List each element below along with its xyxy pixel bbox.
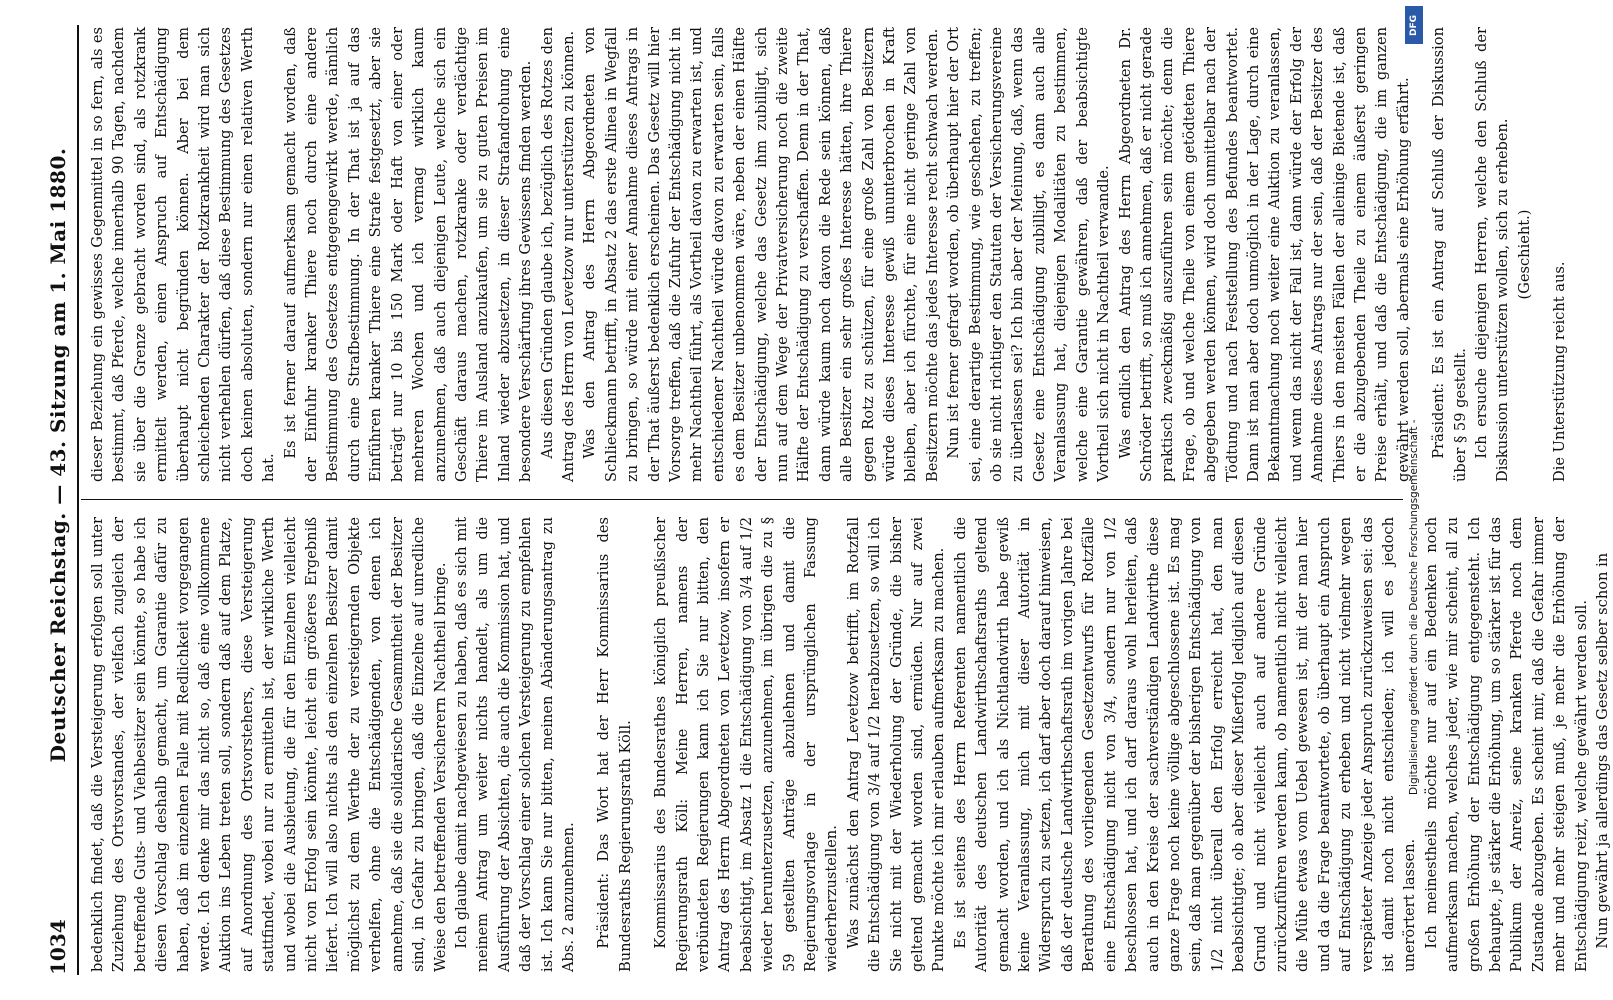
page-number: 1034	[46, 919, 70, 975]
dfg-logo: DFG	[1405, 6, 1423, 44]
paragraph: Was endlich den Antrag des Herrn Abgeordneten Dr. Schröder betrifft, so muß ich annehmen, daß er nicht gerade praktisch zweckmäßig auszuführen sein möchte; denn die Frage, ob und welche Theile von einem getödteten Thiere abgegeben werden können, wird doch unmittelbar nach der Tödtung und nach Feststellung des Befundes beantwortet. Dann ist man aber doch unmöglich in der Lage, durch eine Bekanntmachung noch weiter eine Auktion zu veranlassen, und wenn das nicht der Fall ist, dann würde der Erfolg der Annahme dieses Antrags nur der sein, daß der Besitzer des Thiers in den meisten Fällen der alleinige Bietende ist, daß er die abzugebenden Theile zu einem äußerst geringen Preise erhält, und daß die Entschädigung, die im ganzen gewährt werden soll, abermals eine Erhöhung erfährt.	[1116, 27, 1412, 482]
paragraph: bedenklich findet, daß die Versteigerung erfolgen soll unter Zuziehung des Ortsvorstandes, der vielfach zugleich der betreffende Guts- und Viehbesitzer sein könnte, so habe ich diesen Vorschlag deshalb gemacht, um Garantie dafür zu haben, daß im einzelnen Falle mit Redlichkeit vorgegangen werde. Ich denke mir das nicht so, daß eine vollkommene Auktion ins Leben treten soll, sondern daß auf dem Platze, auf Anordnung des Ortsvorstehers, diese Versteigerung stattfindet, wobei nur zu ermitteln ist, der wirkliche Werth und wobei die Ausbietung, die für den Einzelnen vielleicht nicht von Erfolg sein könnte, leicht ein größeres Ergebniß liefert. Ich will also nichts als den einzelnen Besitzer damit möglichst zu dem Werthe der zu versteigernden Objekte verhelfen, ohne die Entschädigenden, von denen ich annehme, daß sie die solidarische Gesammtheit der Besitzer sind, in Gefahr zu bringen, daß die Einzelne auf unredliche Weise den betreffenden Versicherern Nachtheil bringe.	[89, 517, 449, 972]
paragraph: Kommissarius des Bundesrathes königlich preußischer Regierungsrath Köll: Meine Herren, namens der verbündeten Regierungen kann ich Sie nur bitten, den Antrag des Herrn Abgeordneten von Levetzow, insofern er beabsichtigt, im Absatz 1 die Entschädigung von 3/4 auf 1/2 wieder herunterzusetzen, anzunehmen, im übrigen die zu § 59 gestellten Anträge abzulehnen und damit die Regierungsvorlage in der ursprünglichen Fassung wiederherzustellen.	[652, 517, 841, 972]
paragraph: Präsident: Es ist ein Antrag auf Schluß der Diskussion über § 59 gestellt.	[1430, 27, 1469, 482]
paragraph: Nun gewährt ja allerdings das Gesetz selber schon in	[1594, 552, 1612, 949]
header-rule	[77, 25, 79, 975]
paragraph: dieser Beziehung ein gewisses Gegenmittel in so fern, als es bestimmt, daß Pferde, welche innerhalb 90 Tagen, nachdem sie über die Grenze gebracht worden sind, als rotzkrank ermittelt werden, einen Anspruch auf Entschädigung überhaupt nicht begründen können. Aber bei dem schleichenden Charakter der Rotzkrankheit wird man sich nicht verhehlen dürfen, daß diese Bestimmung des Gesetzes doch keinen absoluten, sondern nur einen relativen Werth hat.	[89, 27, 278, 482]
paragraph: Aus diesen Gründen glaube ich, bezüglich des Rotzes den Antrag des Herrn von Levetzow nur unterstützen zu können.	[538, 27, 577, 482]
paragraph: Was zunächst den Antrag Levetzow betrifft, im Rotzfall die Entschädigung von 3/4 auf 1/2 herabzusetzen, so will ich Sie nicht mit der Wiederholung der Gründe, die bisher geltend gemacht worden sind, ermüden. Nur auf zwei Punkte möchte ich mir erlauben aufmerksam zu machen.	[844, 517, 948, 972]
digitization-note: Digitalisierung gefördert durch die Deutsche Forschungsgemeinschaft -	[1408, 419, 1420, 795]
paragraph: Nun ist ferner gefragt worden, ob überhaupt hier der Ort sei, eine derartige Bestimmung, wie geschehen, zu treffen; ob sie nicht richtiger den Statuten der Versicherungsvereine zu überlassen sei? Ich bin aber der Meinung, daß, wenn das Gesetz eine Entschädigung zubilligt, es dann auch alle Veranlassung hat, diejenigen Modalitäten zu bestimmen, welche eine Garantie gewähren, daß der beabsichtigte Vortheil sich nicht in Nachtheil verwandle.	[945, 27, 1113, 482]
paragraph: Es ist ferner darauf aufmerksam gemacht worden, daß der Einfuhr kranker Thiere noch durch eine andere Bestimmung des Gesetzes entgegengewirkt werde, nämlich durch eine Strafbestimmung. In der That ist ja auf das Einführen kranker Thiere eine Strafe festgesetzt, aber sie beträgt nur 10 bis 150 Mark oder Haft von einer oder mehreren Wochen und ich vermag wirklich kaum anzunehmen, daß auch diejenigen Leute, welche sich ein Geschäft daraus machen, rotzkranke oder verdächtige Thiere im Ausland anzukaufen, um sie zu guten Preisen im Inland wieder abzusetzen, in dieser Strafandrohung eine besondere Verschärfung ihres Gewissens finden werden.	[281, 27, 535, 482]
page-title: Deutscher Reichstag. — 43. Sitzung am 1. Mai 1880.	[46, 147, 70, 763]
rotated-page	[35, 0, 1612, 1000]
page-header	[41, 25, 75, 975]
paragraph: Präsident: Das Wort hat der Herr Kommissarius des Bundesraths Regierungsrath Köll.	[595, 517, 634, 972]
paragraph: Ich meinestheils möchte nur auf ein Bedenken noch aufmerksam machen, welches jeder, wie mir scheint, all zu großen Erhöhung der Entschädigung entgegensteht. Ich behaupte, je stärker die Erhöhung, um so stärker ist für das Publikum der Anreiz, seine kranken Pferde noch dem Zustande abzugeben. Es scheint mir, daß die Gefahr immer mehr und mehr steigen muß, je mehr die Erhöhung der Entschädigung reizt, welche gewährt werden soll.	[1422, 517, 1590, 972]
paragraph: Die Unterstützung reicht aus.	[1551, 261, 1569, 482]
paragraph: Was den Antrag des Herrn Abgeordneten von Schlieckmann betrifft, in Absatz 2 das erste Alinea in Wegfall zu bringen, so würde mit einer Annahme dieses Antrags in der That äußerst bedenklich erscheinen. Das Gesetz will hier Vorsorge treffen, daß die Zufuhr der Entschädigung nicht in mehr Nachtheil führt, als Vortheil davon zu erwarten ist, und entschiedener Nachtheil würde davon zu erwarten sein, falls es dem Besitzer unbenommen wäre, neben der einen Hälfte der Entschädigung, welche das Gesetz ihm zubilligt, sich nun auf dem Wege der Privatversicherung noch die zweite Hälfte der Entschädigung zu verschaffen. Denn in der That, dann würde kaum noch davon die Rede sein können, daß alle Besitzer ein sehr großes Interesse hätten, ihre Thiere gegen Rotz zu schützen, für eine große Zahl von Besitzern würde dieses Interesse gewiß ununterbrochen in Kraft bleiben, aber ich fürchte, für eine nicht geringe Zahl von Besitzern möchte das jedes Interesse recht schwach werden.	[581, 27, 941, 482]
paragraph: Ich glaube damit nachgewiesen zu haben, daß es sich mit meinem Antrag um weiter nichts handelt, als um die Ausführung der Absichten, die auch die Kommission hat, und daß der Vorschlag einer solchen Versteigerung zu empfehlen ist. Ich kann Sie nur bitten, meinen Abänderungsantrag zu Abs. 2 anzunehmen.	[452, 517, 577, 972]
paragraph: (Geschieht.)	[1515, 209, 1533, 300]
right-column	[87, 27, 1569, 482]
paragraph: Ich ersuche diejenigen Herren, welche den Schluß der Diskussion unterstützen wollen, sich zu erheben.	[1473, 27, 1512, 482]
paragraph: Es ist seitens des Herrn Referenten namentlich die Autorität des deutschen Landwirthschaftsraths geltend gemacht worden, und ich als Nichtlandwirth habe gewiß keine Veranlassung, mich mit dieser Autorität in Widerspruch zu setzen, ich darf aber doch darauf hinweisen, daß der deutsche Landwirthschaftsrath im vorigen Jahre bei Berathung des vorliegenden Gesetzentwurfs für Rotzfälle eine Entschädigung nicht von 3/4, sondern nur von 1/2 beschlossen hat, und ich darf daraus wohl herleiten, daß auch in den Kreise der sachverständigen Landwirthe diese ganze Frage noch keine völlige abgeschlossene ist. Es mag sein, daß man gegenüber der bisherigen Entschädigung von 1/2 nicht überall den Erfolg erreicht hat, den man beabsichtigte; ob aber dieser Mißerfolg lediglich auf diesen Grund und nicht vielleicht auch auf andere Gründe zurückzuführen werden kann, ob namentlich nicht vielleicht die Mühe etwas vom Uebel gewesen ist, mit der man hier und da die Frage beantwortete, ob überhaupt ein Anspruch auf Entschädigung zu erheben und nicht vielmehr wegen verspäteter Anzeige jeder Anspruch zurückzuweisen sei: das ist damit noch nicht entschieden; ich will es jedoch unerörtert lassen.	[951, 517, 1419, 972]
column-divider	[81, 499, 1403, 500]
digitization-sidebar	[1398, 0, 1430, 1000]
